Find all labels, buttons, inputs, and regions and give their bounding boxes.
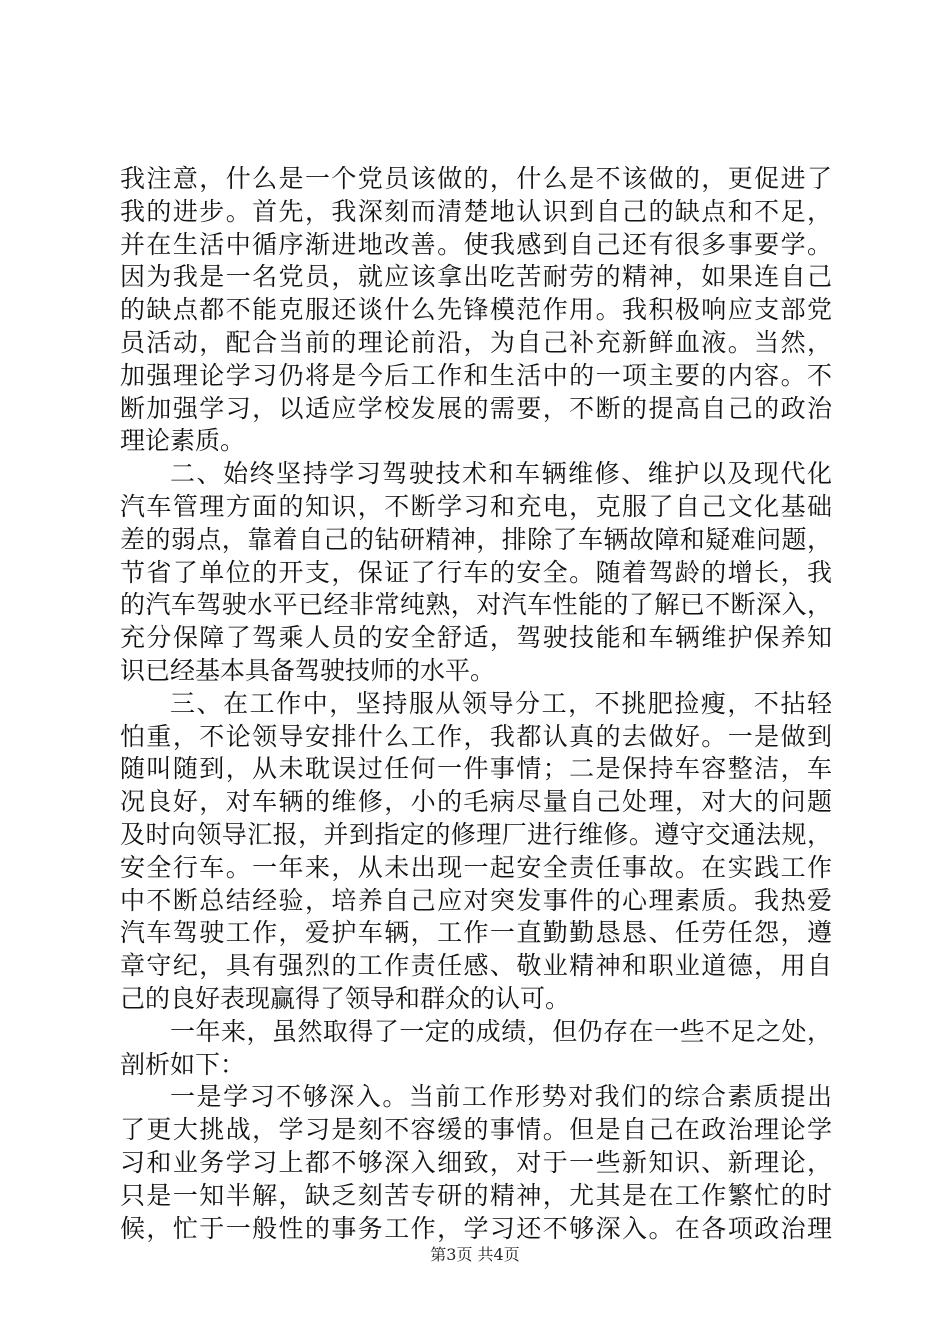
text-line: 汽车驾驶工作，爱护车辆，工作一直勤勤恳恳、任劳任怨，遵 — [120, 918, 832, 948]
page-footer: 第3页 共4页 — [430, 1245, 520, 1264]
text-line: 二、始终坚持学习驾驶技术和车辆维修、维护以及现代化 — [170, 459, 832, 489]
document-body — [120, 163, 832, 1245]
text-line: 一年来，虽然取得了一定的成绩，但仍存在一些不足之处， — [170, 1016, 832, 1046]
text-line: 剖析如下： — [120, 1049, 246, 1079]
text-line: 只是一知半解，缺乏刻苦专研的精神，尤其是在工作繁忙的时 — [120, 1180, 832, 1210]
text-line: 的汽车驾驶水平已经非常纯熟，对汽车性能的了解已不断深入， — [120, 590, 832, 620]
text-line: 差的弱点，靠着自己的钻研精神，排除了车辆故障和疑难问题， — [120, 524, 832, 554]
text-line: 怕重，不论领导安排什么工作，我都认真的去做好。一是做到 — [120, 721, 832, 751]
text-line: 理论素质。 — [120, 426, 246, 456]
text-line: 我的进步。首先，我深刻而清楚地认识到自己的缺点和不足， — [120, 196, 832, 226]
text-line: 汽车管理方面的知识，不断学习和充电，克服了自己文化基础 — [120, 491, 832, 521]
text-line: 因为我是一名党员，就应该拿出吃苦耐劳的精神，如果连自己 — [120, 262, 832, 292]
text-line: 员活动，配合当前的理论前沿，为自己补充新鲜血液。当然， — [120, 327, 832, 357]
text-line: 识已经基本具备驾驶技师的水平。 — [120, 655, 496, 685]
text-line: 断加强学习，以适应学校发展的需要，不断的提高自己的政治 — [120, 393, 832, 423]
text-line: 章守纪，具有强烈的工作责任感、敬业精神和职业道德，用自 — [120, 951, 832, 981]
text-line: 并在生活中循序渐进地改善。使我感到自己还有很多事要学。 — [120, 229, 832, 259]
text-line: 习和业务学习上都不够深入细致，对于一些新知识、新理论， — [120, 1147, 832, 1177]
text-line: 己的良好表现赢得了领导和群众的认可。 — [120, 983, 571, 1013]
text-line: 况良好，对车辆的维修，小的毛病尽量自己处理，对大的问题 — [120, 787, 832, 817]
text-line: 了更大挑战，学习是刻不容缓的事情。但是自己在政治理论学 — [120, 1115, 832, 1145]
text-line: 我注意，什么是一个党员该做的，什么是不该做的，更促进了 — [120, 164, 832, 193]
text-line: 及时向领导汇报，并到指定的修理厂进行维修。遵守交通法规， — [120, 819, 832, 849]
text-line: 加强理论学习仍将是今后工作和生活中的一项主要的内容。不 — [120, 360, 832, 390]
text-line: 的缺点都不能克服还谈什么先锋模范作用。我积极响应支部党 — [120, 295, 832, 325]
text-line: 一是学习不够深入。当前工作形势对我们的综合素质提出 — [170, 1082, 832, 1112]
text-line: 三、在工作中，坚持服从领导分工，不挑肥捡瘦，不拈轻 — [170, 688, 832, 718]
text-line: 节省了单位的开支，保证了行车的安全。随着驾龄的增长，我 — [120, 557, 832, 587]
text-line: 安全行车。一年来，从未出现一起安全责任事故。在实践工作 — [120, 852, 832, 882]
text-line: 中不断总结经验，培养自己应对突发事件的心理素质。我热爱 — [120, 885, 832, 915]
text-line: 候，忙于一般性的事务工作，学习还不够深入。在各项政治理 — [120, 1213, 832, 1243]
text-line: 随叫随到，从未耽误过任何一件事情；二是保持车容整洁，车 — [120, 754, 832, 784]
text-line: 充分保障了驾乘人员的安全舒适，驾驶技能和车辆维护保养知 — [120, 623, 832, 653]
